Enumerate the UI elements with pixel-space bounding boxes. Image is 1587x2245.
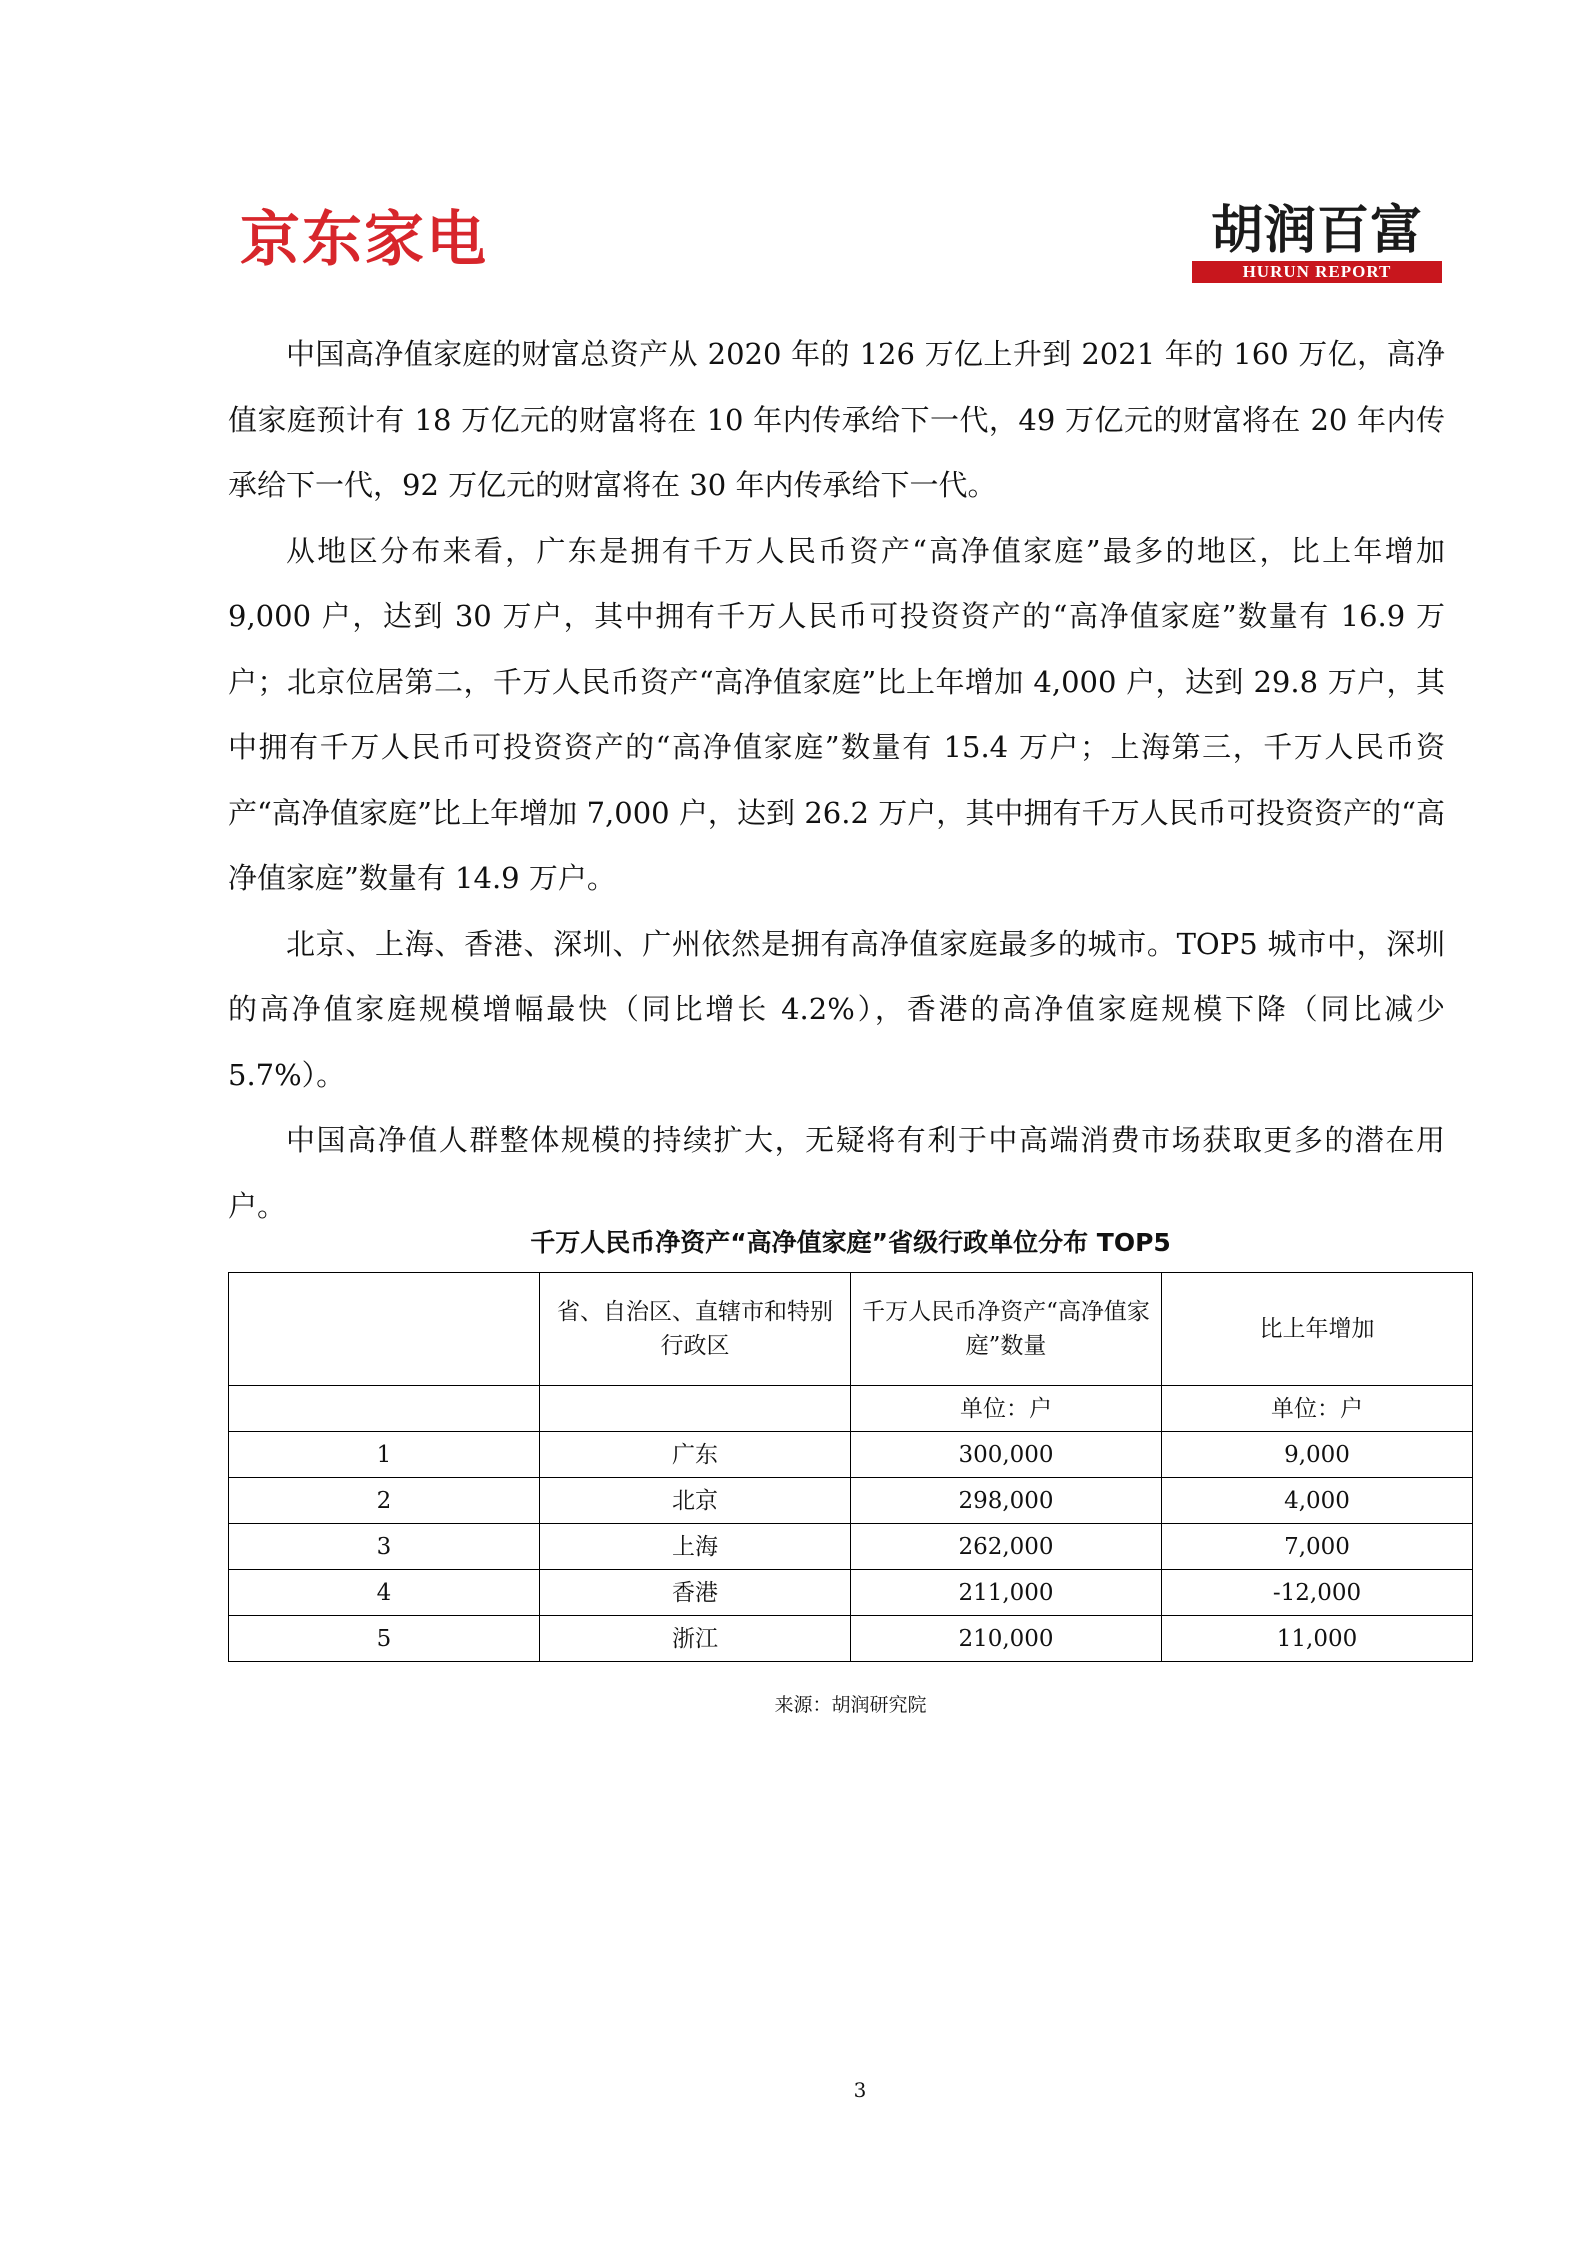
table-row xyxy=(229,1524,1473,1570)
header-cell-increase: 比上年增加 xyxy=(1162,1273,1473,1386)
paragraph-2: 从地区分布来看，广东是拥有千万人民币资产“高净值家庭”最多的地区，比上年增加 9,000 户，达到 30 万户，其中拥有千万人民币可投资资产的“高净值家庭”数量有 16.9 万户；北京位居第二，千万人民币资产“高净值家庭”比上年增加 4,000 户，达到 29.8 万户，其中拥有千万人民币可投资资产的“高净值家庭”数量有 15.4 万户；上海第三，千万人民币资产“高净值家庭”比上年增加 7,000 户，达到 26.2 万户，其中拥有千万人民币可投资资产的“高净值家庭”数量有 14.9 万户。 xyxy=(228,533,1445,895)
hurun-logo-en: HURUN REPORT xyxy=(1192,261,1442,283)
region-cell: 广东 xyxy=(540,1432,851,1478)
rank-cell: 5 xyxy=(229,1616,540,1662)
increase-cell: 9,000 xyxy=(1162,1432,1473,1478)
region-cell: 北京 xyxy=(540,1478,851,1524)
unit-cell: 单位：户 xyxy=(1162,1386,1473,1432)
unit-cell: 单位：户 xyxy=(851,1386,1162,1432)
header-cell-count: 千万人民币净资产“高净值家庭”数量 xyxy=(851,1273,1162,1386)
unit-cell xyxy=(229,1386,540,1432)
table-unit-row xyxy=(229,1386,1473,1432)
increase-cell: 7,000 xyxy=(1162,1524,1473,1570)
paragraph-4: 中国高净值人群整体规模的持续扩大，无疑将有利于中高端消费市场获取更多的潜在用户。 xyxy=(228,1123,1445,1223)
top5-province-table xyxy=(228,1272,1473,1662)
count-cell: 210,000 xyxy=(851,1616,1162,1662)
table-row xyxy=(229,1616,1473,1662)
jd-appliances-logo: 京东家电 xyxy=(240,205,488,275)
hurun-logo-cn: 胡润百富 xyxy=(1210,201,1423,261)
increase-cell: 4,000 xyxy=(1162,1478,1473,1524)
rank-cell: 4 xyxy=(229,1570,540,1616)
table-row xyxy=(229,1570,1473,1616)
count-cell: 300,000 xyxy=(851,1432,1162,1478)
table-header-row xyxy=(229,1273,1473,1386)
region-cell: 上海 xyxy=(540,1524,851,1570)
rank-cell: 2 xyxy=(229,1478,540,1524)
table-source: 来源：胡润研究院 xyxy=(774,1694,927,1716)
paragraph-1: 中国高净值家庭的财富总资产从 2020 年的 126 万亿上升到 2021 年的 160 万亿，高净值家庭预计有 18 万亿元的财富将在 10 年内传承给下一代，49 万亿元的财富将在 20 年内传承给下一代，92 万亿元的财富将在 30 年内传承给下一代。 xyxy=(228,337,1445,502)
header-cell-rank xyxy=(229,1273,540,1386)
region-cell: 香港 xyxy=(540,1570,851,1616)
increase-cell: 11,000 xyxy=(1162,1616,1473,1662)
header-cell-region: 省、自治区、直辖市和特别行政区 xyxy=(540,1273,851,1386)
page-number: 3 xyxy=(853,2078,867,2102)
table-title: 千万人民币净资产“高净值家庭”省级行政单位分布 TOP5 xyxy=(530,1228,1171,1257)
article-body xyxy=(228,322,1445,1239)
increase-cell: -12,000 xyxy=(1162,1570,1473,1616)
table-row xyxy=(229,1432,1473,1478)
rank-cell: 3 xyxy=(229,1524,540,1570)
table-row xyxy=(229,1478,1473,1524)
count-cell: 211,000 xyxy=(851,1570,1162,1616)
count-cell: 262,000 xyxy=(851,1524,1162,1570)
unit-cell xyxy=(540,1386,851,1432)
region-cell: 浙江 xyxy=(540,1616,851,1662)
paragraph-3: 北京、上海、香港、深圳、广州依然是拥有高净值家庭最多的城市。TOP5 城市中，深圳的高净值家庭规模增幅最快（同比增长 4.2%），香港的高净值家庭规模下降（同比减少 5.7%）。 xyxy=(228,926,1445,1092)
rank-cell: 1 xyxy=(229,1432,540,1478)
count-cell: 298,000 xyxy=(851,1478,1162,1524)
hurun-report-logo xyxy=(1192,201,1442,283)
